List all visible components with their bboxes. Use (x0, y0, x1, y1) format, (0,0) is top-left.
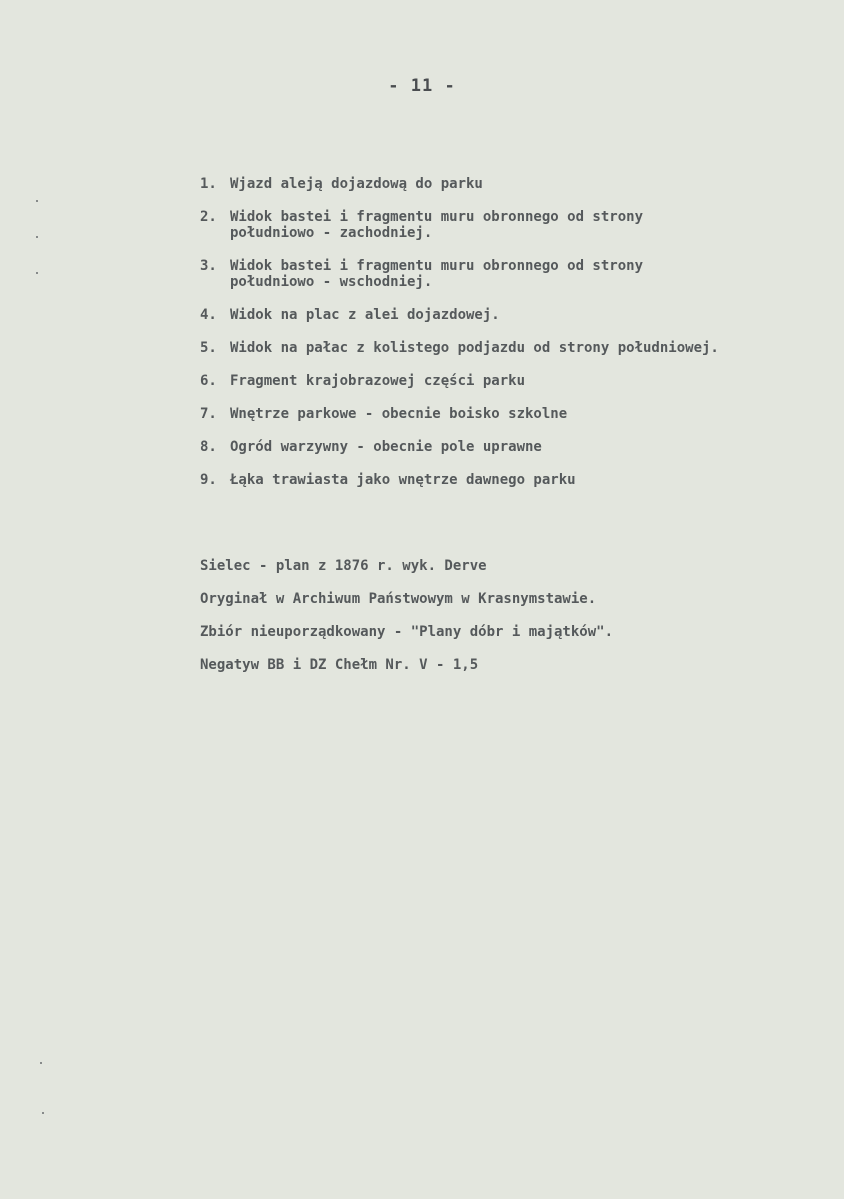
list-item (200, 340, 840, 356)
note-line: Negatyw BB i DZ Chełm Nr. V - 1,5 (200, 657, 479, 673)
list-item (200, 307, 840, 323)
list-item-number: 9. (200, 472, 217, 488)
list-item-text: Ogród warzywny - obecnie pole uprawne (230, 439, 542, 455)
list-item (200, 472, 840, 488)
list-item-number: 8. (200, 439, 217, 455)
list-item (200, 209, 840, 241)
source-notes (200, 558, 840, 690)
list-item (200, 258, 840, 290)
list-item-text: Widok na plac z alei dojazdowej. (230, 307, 500, 323)
list-item-number: 1. (200, 176, 217, 192)
margin-speck (40, 1062, 42, 1064)
list-item (200, 176, 840, 192)
list-item (200, 439, 840, 455)
note-line: Sielec - plan z 1876 r. wyk. Derve (200, 558, 487, 574)
note-line: Oryginał w Archiwum Państwowym w Krasnymstawie. (200, 591, 597, 607)
list-item-number: 4. (200, 307, 217, 323)
list-item (200, 373, 840, 389)
list-item-text: Widok bastei i fragmentu muru obronnego od strony południowo - zachodniej. (230, 209, 644, 241)
list-item-text: Fragment krajobrazowej części parku (230, 373, 526, 389)
photo-list (200, 176, 840, 505)
list-item-number: 7. (200, 406, 217, 422)
list-item-text: Łąka trawiasta jako wnętrze dawnego parku (230, 472, 576, 488)
list-item-number: 6. (200, 373, 217, 389)
note-line: Zbiór nieuporządkowany - "Plany dóbr i majątków". (200, 624, 614, 640)
margin-speck (36, 272, 38, 274)
list-item-text: Wnętrze parkowe - obecnie boisko szkolne (230, 406, 568, 422)
margin-speck (36, 236, 38, 238)
page-number: - 11 - (388, 76, 456, 96)
list-item-text: Widok na pałac z kolistego podjazdu od strony południowej. (230, 340, 719, 356)
list-item-number: 5. (200, 340, 217, 356)
list-item (200, 406, 840, 422)
margin-speck (36, 200, 38, 202)
margin-speck (42, 1112, 44, 1114)
list-item-text: Wjazd aleją dojazdową do parku (230, 176, 483, 192)
list-item-number: 2. (200, 209, 217, 225)
list-item-number: 3. (200, 258, 217, 274)
list-item-text: Widok bastei i fragmentu muru obronnego od strony południowo - wschodniej. (230, 258, 644, 290)
